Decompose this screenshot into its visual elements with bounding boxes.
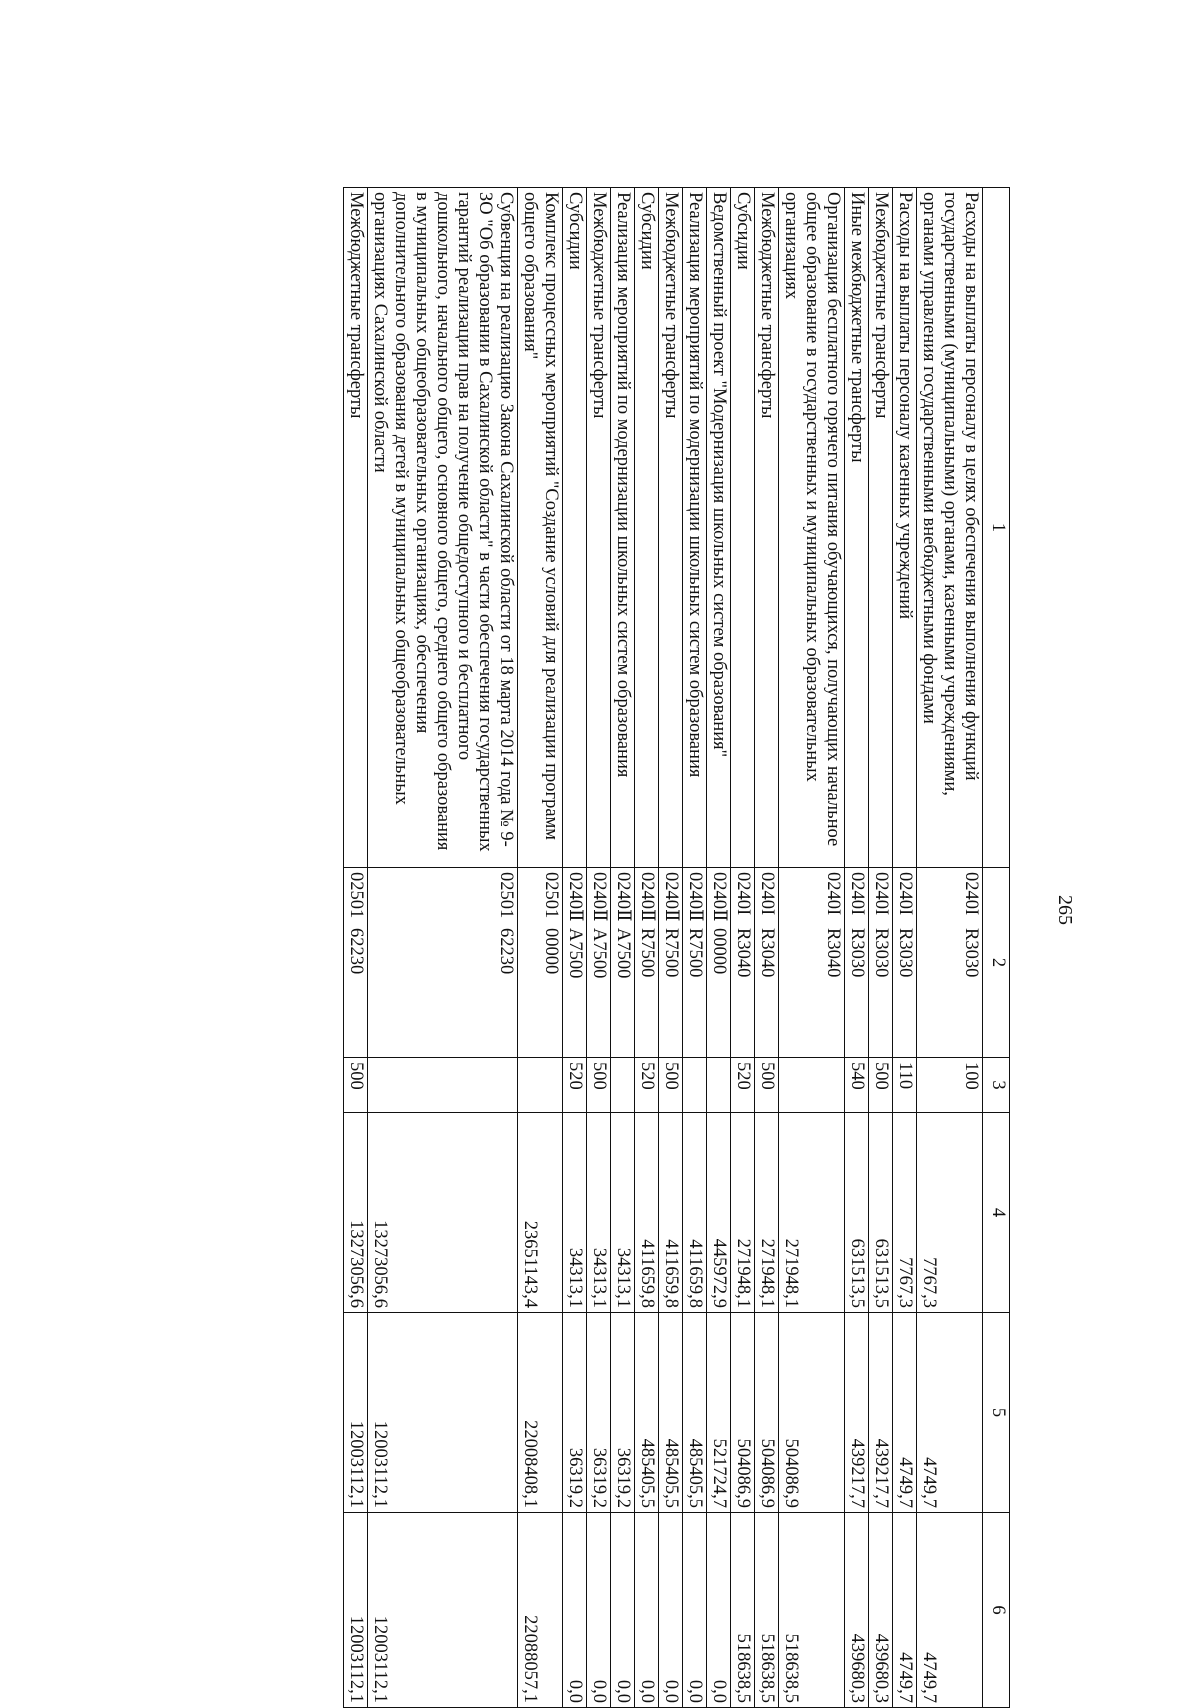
code-section: 0240Ⅱ xyxy=(709,872,729,922)
code-section: 0240Ⅱ xyxy=(685,872,705,922)
row-code-cell xyxy=(917,868,983,1058)
row-name-cell: Межбюджетные трансферты xyxy=(755,188,779,868)
row-name-cell: Расходы на выплаты персоналу казенных учреждений xyxy=(893,188,917,868)
row-value-col5: 22008408,1 xyxy=(518,1313,563,1513)
budget-table xyxy=(343,187,1010,1708)
table-row xyxy=(917,188,983,1708)
row-vr-cell: 500 xyxy=(659,1058,683,1113)
row-value-col6: 12003112,1 xyxy=(344,1513,368,1708)
row-vr-cell: 520 xyxy=(731,1058,755,1113)
row-vr-cell xyxy=(683,1058,707,1113)
row-value-col6: 0,0 xyxy=(659,1513,683,1708)
code-section: 0240Ⅱ xyxy=(565,872,585,922)
row-value-col6: 0,0 xyxy=(587,1513,611,1708)
code-section: 0240I xyxy=(961,872,981,916)
row-value-col6: 0,0 xyxy=(707,1513,731,1708)
row-vr-cell: 100 xyxy=(917,1058,983,1113)
table-row xyxy=(845,188,869,1708)
row-value-col6: 439680,3 xyxy=(869,1513,893,1708)
code-target: 00000 xyxy=(709,928,729,975)
row-value-col6: 0,0 xyxy=(563,1513,587,1708)
row-value-col5: 439217,7 xyxy=(869,1313,893,1513)
code-target: R3040 xyxy=(733,928,753,978)
row-value-col6: 0,0 xyxy=(611,1513,635,1708)
row-name-cell: Субсидии xyxy=(563,188,587,868)
budget-table-container xyxy=(65,187,1010,1707)
code-target: R3040 xyxy=(757,928,777,978)
code-section: 0240Ⅱ xyxy=(637,872,657,922)
table-header-row xyxy=(983,188,1010,1708)
code-section: 0240I xyxy=(733,872,753,916)
row-value-col4: 13273056,6 xyxy=(368,1113,518,1313)
row-value-col6: 4749,7 xyxy=(917,1513,983,1708)
code-section: 02501 xyxy=(541,872,561,919)
table-row xyxy=(683,188,707,1708)
row-value-col4: 631513,5 xyxy=(869,1113,893,1313)
row-code-cell xyxy=(683,868,707,1058)
column-header: 1 xyxy=(983,188,1010,868)
code-target: 62230 xyxy=(346,928,366,975)
row-name-cell: Иные межбюджетные трансферты xyxy=(845,188,869,868)
column-header: 2 xyxy=(983,868,1010,1058)
table-row xyxy=(635,188,659,1708)
row-name-cell: Организация бесплатного горячего питания обучающихся, получающих начальное общее образование в государственных и муниципальных образовательных организациях xyxy=(779,188,845,868)
row-name-cell: Межбюджетные трансферты xyxy=(869,188,893,868)
code-target: R7500 xyxy=(661,928,681,978)
code-section: 0240I xyxy=(757,872,777,916)
row-vr-cell xyxy=(779,1058,845,1113)
code-section: 0240Ⅱ xyxy=(589,872,609,922)
code-target: A7500 xyxy=(613,928,633,979)
row-name-cell: Субсидии xyxy=(635,188,659,868)
row-value-col6: 0,0 xyxy=(683,1513,707,1708)
row-code-cell xyxy=(635,868,659,1058)
table-row xyxy=(344,188,368,1708)
row-value-col4: 34313,1 xyxy=(611,1113,635,1313)
row-name-cell: Субсидии xyxy=(731,188,755,868)
table-row xyxy=(611,188,635,1708)
row-value-col4: 631513,5 xyxy=(845,1113,869,1313)
row-value-col4: 411659,8 xyxy=(635,1113,659,1313)
row-code-cell xyxy=(611,868,635,1058)
row-vr-cell xyxy=(707,1058,731,1113)
row-name-cell: Межбюджетные трансферты xyxy=(344,188,368,868)
row-value-col4: 445972,9 xyxy=(707,1113,731,1313)
code-section: 0240I xyxy=(847,872,867,916)
row-value-col5: 485405,5 xyxy=(635,1313,659,1513)
row-name-cell: Комплекс процессных мероприятий "Создание условий для реализации программ общего образования" xyxy=(518,188,563,868)
code-target: 62230 xyxy=(496,928,516,975)
row-value-col4: 271948,1 xyxy=(755,1113,779,1313)
row-value-col4: 271948,1 xyxy=(731,1113,755,1313)
row-vr-cell: 540 xyxy=(845,1058,869,1113)
table-row xyxy=(518,188,563,1708)
row-code-cell xyxy=(563,868,587,1058)
row-value-col4: 13273056,6 xyxy=(344,1113,368,1313)
row-vr-cell: 110 xyxy=(893,1058,917,1113)
row-code-cell xyxy=(779,868,845,1058)
row-vr-cell: 500 xyxy=(587,1058,611,1113)
row-vr-cell: 520 xyxy=(635,1058,659,1113)
row-value-col4: 34313,1 xyxy=(587,1113,611,1313)
table-row xyxy=(659,188,683,1708)
table-row xyxy=(755,188,779,1708)
row-value-col4: 7767,3 xyxy=(893,1113,917,1313)
row-vr-cell xyxy=(518,1058,563,1113)
row-value-col4: 271948,1 xyxy=(779,1113,845,1313)
row-vr-cell xyxy=(368,1058,518,1113)
row-value-col5: 4749,7 xyxy=(917,1313,983,1513)
row-name-cell: Субвенция на реализацию Закона Сахалинской области от 18 марта 2014 года № 9-ЗО "Об образовании в Сахалинской области" в части обеспечения государственных гарантий реализации прав на получение общедоступного и бесплатного дошкольного, начального общего, основного общего, среднего общего образования в муниципальных общеобразовательных организациях, обеспечения дополнительного образования детей в муниципальных общеобразовательных организациях Сахалинской области xyxy=(368,188,518,868)
row-value-col6: 0,0 xyxy=(635,1513,659,1708)
row-value-col5: 485405,5 xyxy=(683,1313,707,1513)
row-value-col5: 504086,9 xyxy=(779,1313,845,1513)
row-value-col6: 22088057,1 xyxy=(518,1513,563,1708)
column-header: 6 xyxy=(983,1513,1010,1708)
row-value-col6: 518638,5 xyxy=(755,1513,779,1708)
table-row xyxy=(893,188,917,1708)
code-target: R3030 xyxy=(871,928,891,978)
code-target: R3040 xyxy=(823,928,843,978)
table-row xyxy=(587,188,611,1708)
row-code-cell xyxy=(344,868,368,1058)
code-section: 0240I xyxy=(871,872,891,916)
table-row xyxy=(368,188,518,1708)
row-code-cell xyxy=(707,868,731,1058)
page-number: 265 xyxy=(1054,895,1076,925)
row-code-cell xyxy=(587,868,611,1058)
row-value-col4: 23651143,4 xyxy=(518,1113,563,1313)
code-target: R7500 xyxy=(685,928,705,978)
table-row xyxy=(707,188,731,1708)
row-value-col6: 439680,3 xyxy=(845,1513,869,1708)
code-section: 0240I xyxy=(823,872,843,916)
row-code-cell xyxy=(755,868,779,1058)
row-value-col4: 411659,8 xyxy=(659,1113,683,1313)
row-value-col4: 7767,3 xyxy=(917,1113,983,1313)
row-value-col5: 485405,5 xyxy=(659,1313,683,1513)
row-code-cell xyxy=(518,868,563,1058)
code-section: 0240Ⅱ xyxy=(661,872,681,922)
row-value-col6: 518638,5 xyxy=(779,1513,845,1708)
column-header: 3 xyxy=(983,1058,1010,1113)
code-target: R3030 xyxy=(895,928,915,978)
row-vr-cell: 500 xyxy=(869,1058,893,1113)
row-value-col5: 504086,9 xyxy=(755,1313,779,1513)
row-value-col5: 12003112,1 xyxy=(368,1313,518,1513)
row-code-cell xyxy=(731,868,755,1058)
row-vr-cell: 520 xyxy=(563,1058,587,1113)
row-code-cell xyxy=(869,868,893,1058)
row-code-cell xyxy=(845,868,869,1058)
code-target: R3030 xyxy=(847,928,867,978)
code-target: R7500 xyxy=(637,928,657,978)
column-header: 4 xyxy=(983,1113,1010,1313)
code-section: 02501 xyxy=(346,872,366,919)
code-section: 0240I xyxy=(895,872,915,916)
code-target: 00000 xyxy=(541,928,561,975)
row-value-col6: 4749,7 xyxy=(893,1513,917,1708)
code-target: R3030 xyxy=(961,928,981,978)
row-value-col5: 36319,2 xyxy=(563,1313,587,1513)
column-header: 5 xyxy=(983,1313,1010,1513)
row-vr-cell: 500 xyxy=(344,1058,368,1113)
row-code-cell xyxy=(368,868,518,1058)
row-value-col5: 504086,9 xyxy=(731,1313,755,1513)
row-vr-cell: 500 xyxy=(755,1058,779,1113)
row-value-col6: 518638,5 xyxy=(731,1513,755,1708)
code-section: 02501 xyxy=(496,872,516,919)
row-name-cell: Расходы на выплаты персоналу в целях обеспечения выполнения функций государственными (муниципальными) органами, казенными учреждениями, органами управления государственными внебюджетными фондами xyxy=(917,188,983,868)
row-value-col4: 34313,1 xyxy=(563,1113,587,1313)
code-target: A7500 xyxy=(589,928,609,979)
row-value-col5: 439217,7 xyxy=(845,1313,869,1513)
code-target: A7500 xyxy=(565,928,585,979)
row-value-col5: 4749,7 xyxy=(893,1313,917,1513)
row-value-col5: 521724,7 xyxy=(707,1313,731,1513)
row-code-cell xyxy=(659,868,683,1058)
row-value-col4: 411659,8 xyxy=(683,1113,707,1313)
table-row xyxy=(563,188,587,1708)
row-name-cell: Реализация мероприятий по модернизации школьных систем образования xyxy=(683,188,707,868)
code-section: 0240Ⅱ xyxy=(613,872,633,922)
row-value-col5: 12003112,1 xyxy=(344,1313,368,1513)
row-name-cell: Межбюджетные трансферты xyxy=(659,188,683,868)
table-row xyxy=(869,188,893,1708)
row-name-cell: Ведомственный проект "Модернизация школьных систем образования" xyxy=(707,188,731,868)
row-name-cell: Реализация мероприятий по модернизации школьных систем образования xyxy=(611,188,635,868)
row-code-cell xyxy=(893,868,917,1058)
row-value-col5: 36319,2 xyxy=(611,1313,635,1513)
table-row xyxy=(731,188,755,1708)
row-vr-cell xyxy=(611,1058,635,1113)
row-name-cell: Межбюджетные трансферты xyxy=(587,188,611,868)
row-value-col5: 36319,2 xyxy=(587,1313,611,1513)
row-value-col6: 12003112,1 xyxy=(368,1513,518,1708)
table-row xyxy=(779,188,845,1708)
